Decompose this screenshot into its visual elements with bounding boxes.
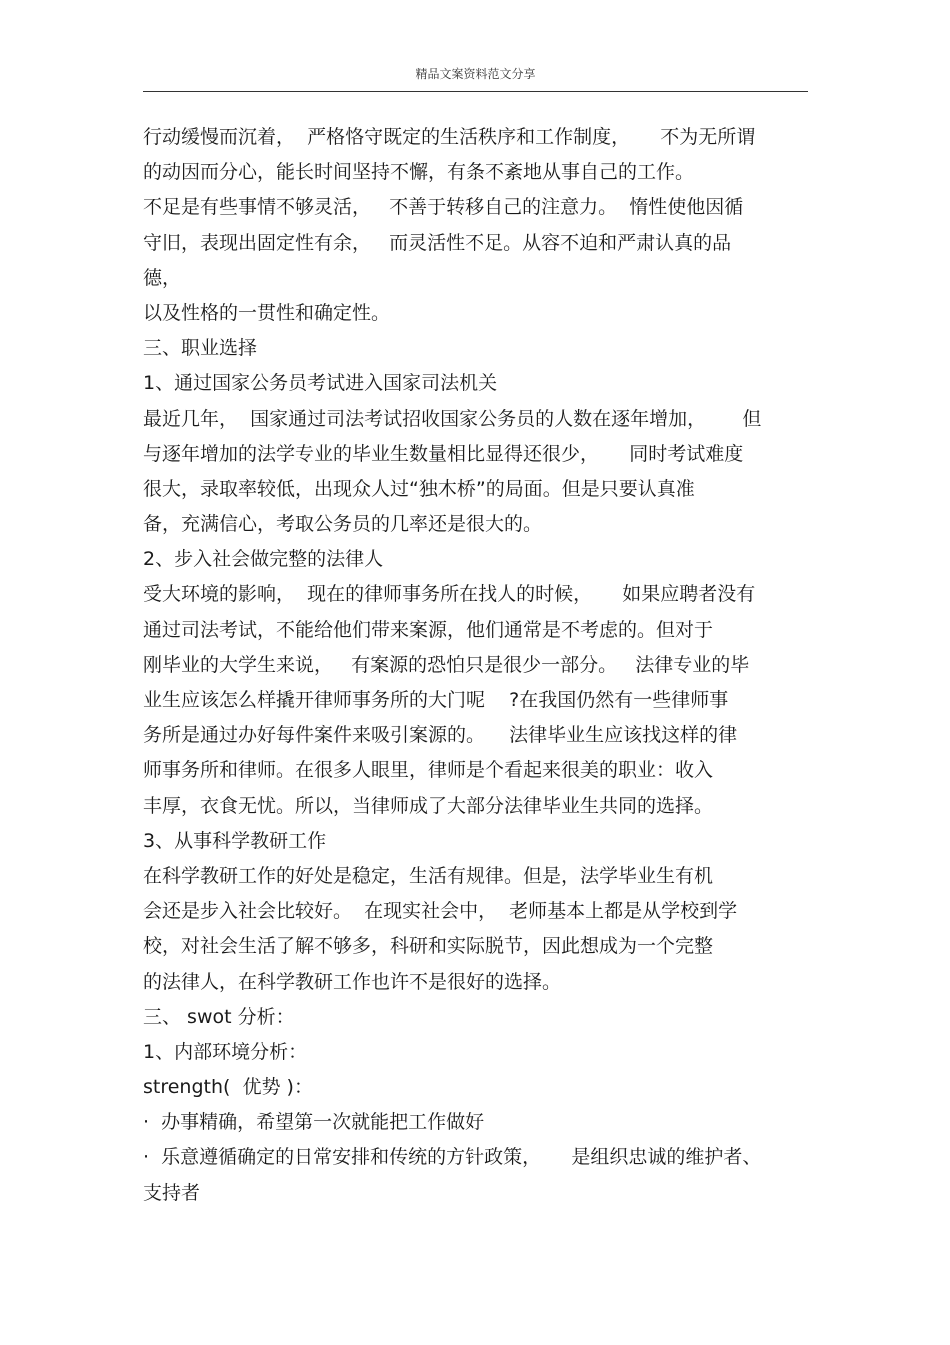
text-line: 务所是通过办好每件案件来吸引案源的。 法律毕业生应该找这样的律 — [143, 724, 738, 747]
text-line: 德， — [143, 266, 182, 289]
page-header-title: 精品文案资料范文分享 — [415, 67, 536, 81]
header-divider — [143, 91, 808, 92]
text-line: 通过司法考试，不能给他们带来案源，他们通常是不考虑的。但对于 — [143, 618, 714, 641]
document-body — [143, 120, 813, 1211]
text-line: 很大，录取率较低，出现众人过“独木桥”的局面。但是只要认真准 — [143, 477, 695, 500]
text-line: 与逐年增加的法学专业的毕业生数量相比显得还很少， 同时考试难度 — [143, 442, 744, 465]
text-line: · 办事精确，希望第一次就能把工作做好 — [143, 1111, 485, 1134]
text-line: 三、 swot 分析： — [143, 1005, 295, 1028]
text-line: 1、内部环境分析： — [143, 1040, 308, 1063]
text-line: 三、职业选择 — [143, 337, 258, 360]
text-line: 的法律人，在科学教研工作也许不是很好的选择。 — [143, 970, 562, 993]
text-line: 3、从事科学教研工作 — [143, 829, 327, 852]
text-line: 在科学教研工作的好处是稳定，生活有规律。但是，法学毕业生有机 — [143, 864, 714, 887]
text-line: · 乐意遵循确定的日常安排和传统的方针政策， 是组织忠诚的维护者、 — [143, 1146, 762, 1169]
text-line: 备，充满信心，考取公务员的几率还是很大的。 — [143, 513, 543, 536]
text-line: 校，对社会生活了解不够多，科研和实际脱节，因此想成为一个完整 — [143, 935, 714, 958]
text-line: 不足是有些事情不够灵活， 不善于转移自己的注意力。 惰性使他因循 — [143, 196, 744, 219]
text-line: 的动因而分心，能长时间坚持不懈，有条不紊地从事自己的工作。 — [143, 161, 695, 184]
text-line: 1、通过国家公务员考试进入国家司法机关 — [143, 372, 498, 395]
text-line: 师事务所和律师。在很多人眼里，律师是个看起来很美的职业：收入 — [143, 759, 714, 782]
text-line: 支持者 — [143, 1181, 201, 1204]
text-line: 受大环境的影响， 现在的律师事务所在找人的时候， 如果应聘者没有 — [143, 583, 756, 606]
text-line: 守旧，表现出固定性有余， 而灵活性不足。从容不迫和严肃认真的品 — [143, 231, 732, 254]
text-line: strength( 优势 )： — [143, 1076, 313, 1099]
text-line: 以及性格的一贯性和确定性。 — [143, 301, 391, 324]
text-line: 最近几年， 国家通过司法考试招收国家公务员的人数在逐年增加， 但 — [143, 407, 762, 430]
text-line: 丰厚，衣食无忧。所以，当律师成了大部分法律毕业生共同的选择。 — [143, 794, 714, 817]
text-line: 2、步入社会做完整的法律人 — [143, 548, 384, 571]
text-line: 行动缓慢而沉着， 严格恪守既定的生活秩序和工作制度， 不为无所谓 — [143, 126, 756, 148]
text-line: 业生应该怎么样撬开律师事务所的大门呢 ?在我国仍然有一些律师事 — [143, 689, 729, 711]
text-line: 刚毕业的大学生来说， 有案源的恐怕只是很少一部分。 法律专业的毕 — [143, 653, 750, 676]
text-line: 会还是步入社会比较好。 在现实社会中， 老师基本上都是从学校到学 — [143, 900, 738, 923]
